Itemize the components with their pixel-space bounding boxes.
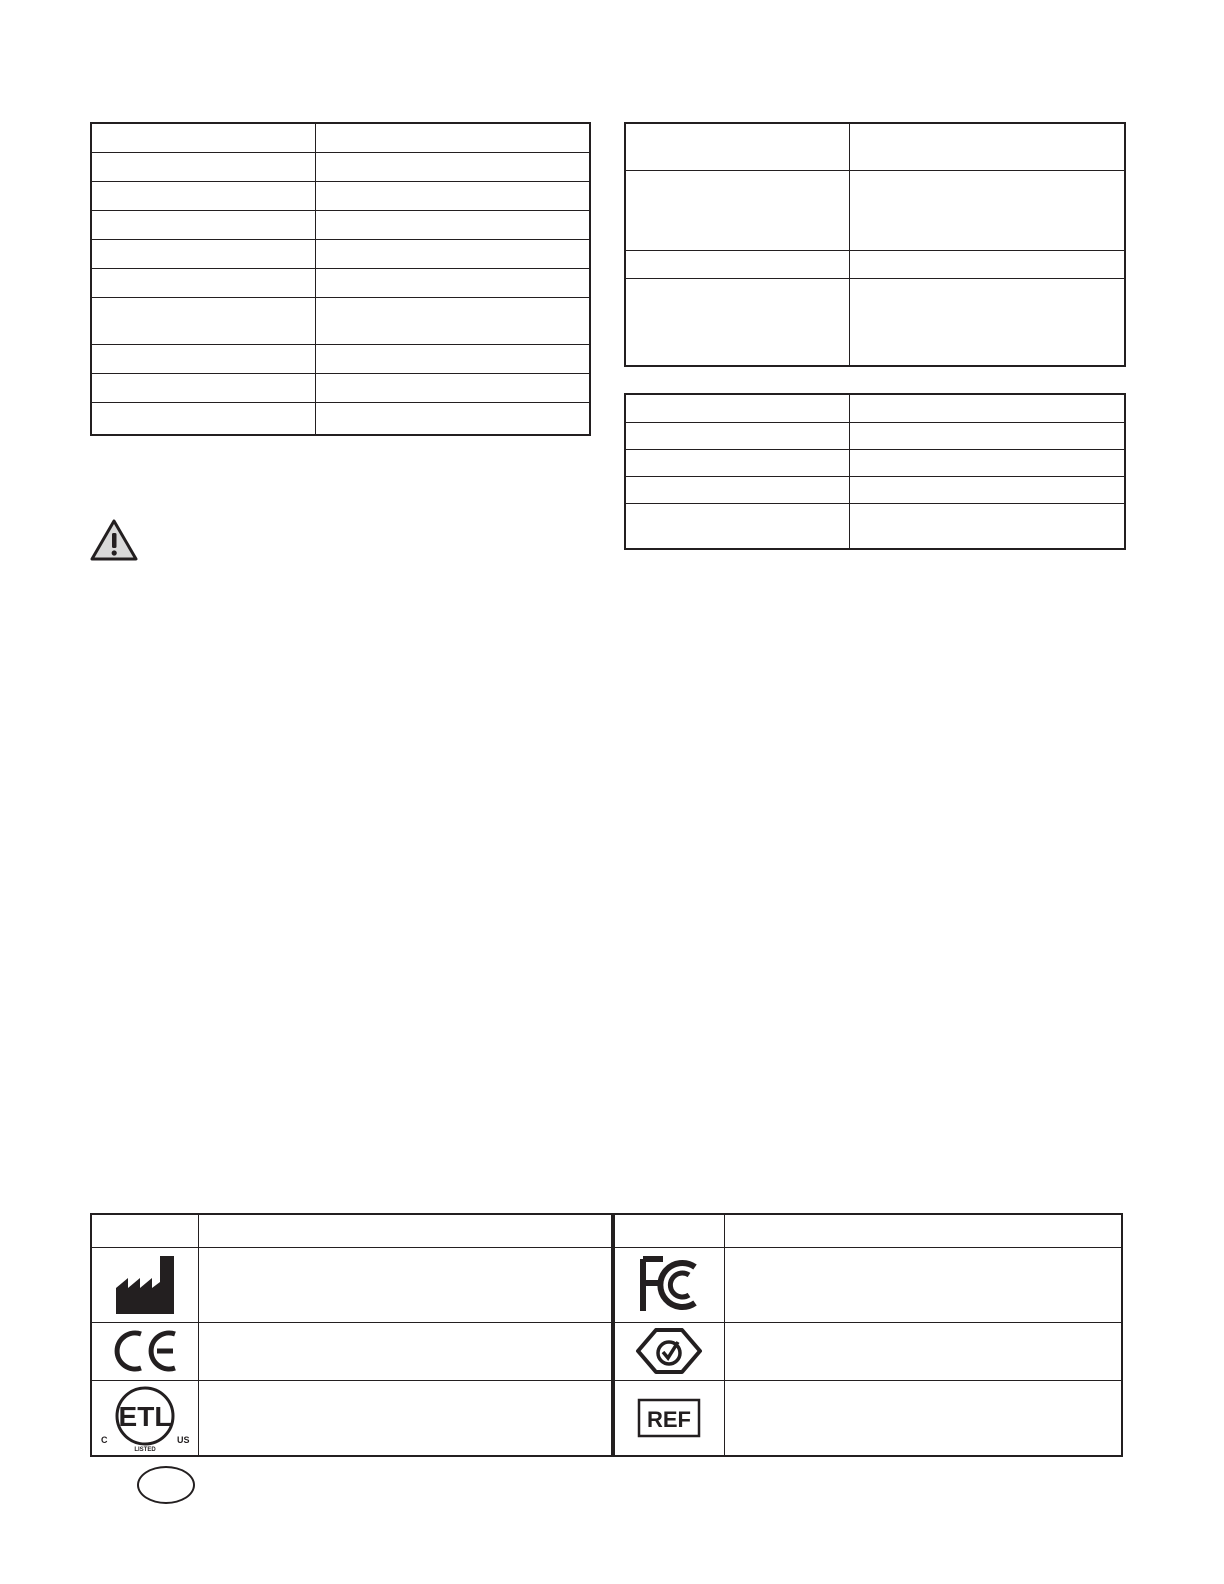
table-row — [625, 503, 1125, 549]
table-row — [91, 344, 590, 373]
table-row — [91, 1214, 1122, 1247]
language-badge-oval — [137, 1466, 195, 1504]
table-row — [91, 1380, 1122, 1456]
ce-mark-icon — [109, 1328, 181, 1374]
svg-text:C: C — [100, 1434, 108, 1445]
fcc-icon — [637, 1255, 701, 1315]
table-row — [91, 268, 590, 297]
table-row — [91, 402, 590, 435]
symbols-table — [90, 1213, 1123, 1457]
table-row — [625, 170, 1125, 250]
spec-table-left — [90, 122, 591, 436]
table-row — [625, 278, 1125, 366]
table-row — [625, 123, 1125, 170]
manufacturer-icon — [114, 1254, 176, 1316]
spec-table-right-bottom — [624, 393, 1126, 550]
table-row — [625, 422, 1125, 449]
table-row — [625, 449, 1125, 476]
table-row — [625, 250, 1125, 278]
warning-triangle-icon — [88, 517, 140, 563]
table-row — [91, 181, 590, 210]
etl-listed-icon — [95, 1383, 195, 1453]
svg-text:US: US — [176, 1434, 190, 1445]
table-row — [625, 476, 1125, 503]
table-row — [625, 394, 1125, 422]
table-row — [91, 123, 590, 152]
spec-table-right-top — [624, 122, 1126, 367]
table-row — [91, 239, 590, 268]
table-row — [91, 1322, 1122, 1380]
svg-text:REF: REF — [647, 1406, 692, 1432]
table-row — [91, 297, 590, 344]
rcm-icon — [634, 1326, 704, 1376]
svg-text:LISTED: LISTED — [134, 1446, 156, 1453]
table-row — [91, 152, 590, 181]
table-row — [91, 1247, 1122, 1322]
table-row — [91, 210, 590, 239]
svg-text:ETL: ETL — [118, 1400, 172, 1432]
table-row — [91, 373, 590, 402]
ref-icon — [637, 1398, 701, 1438]
